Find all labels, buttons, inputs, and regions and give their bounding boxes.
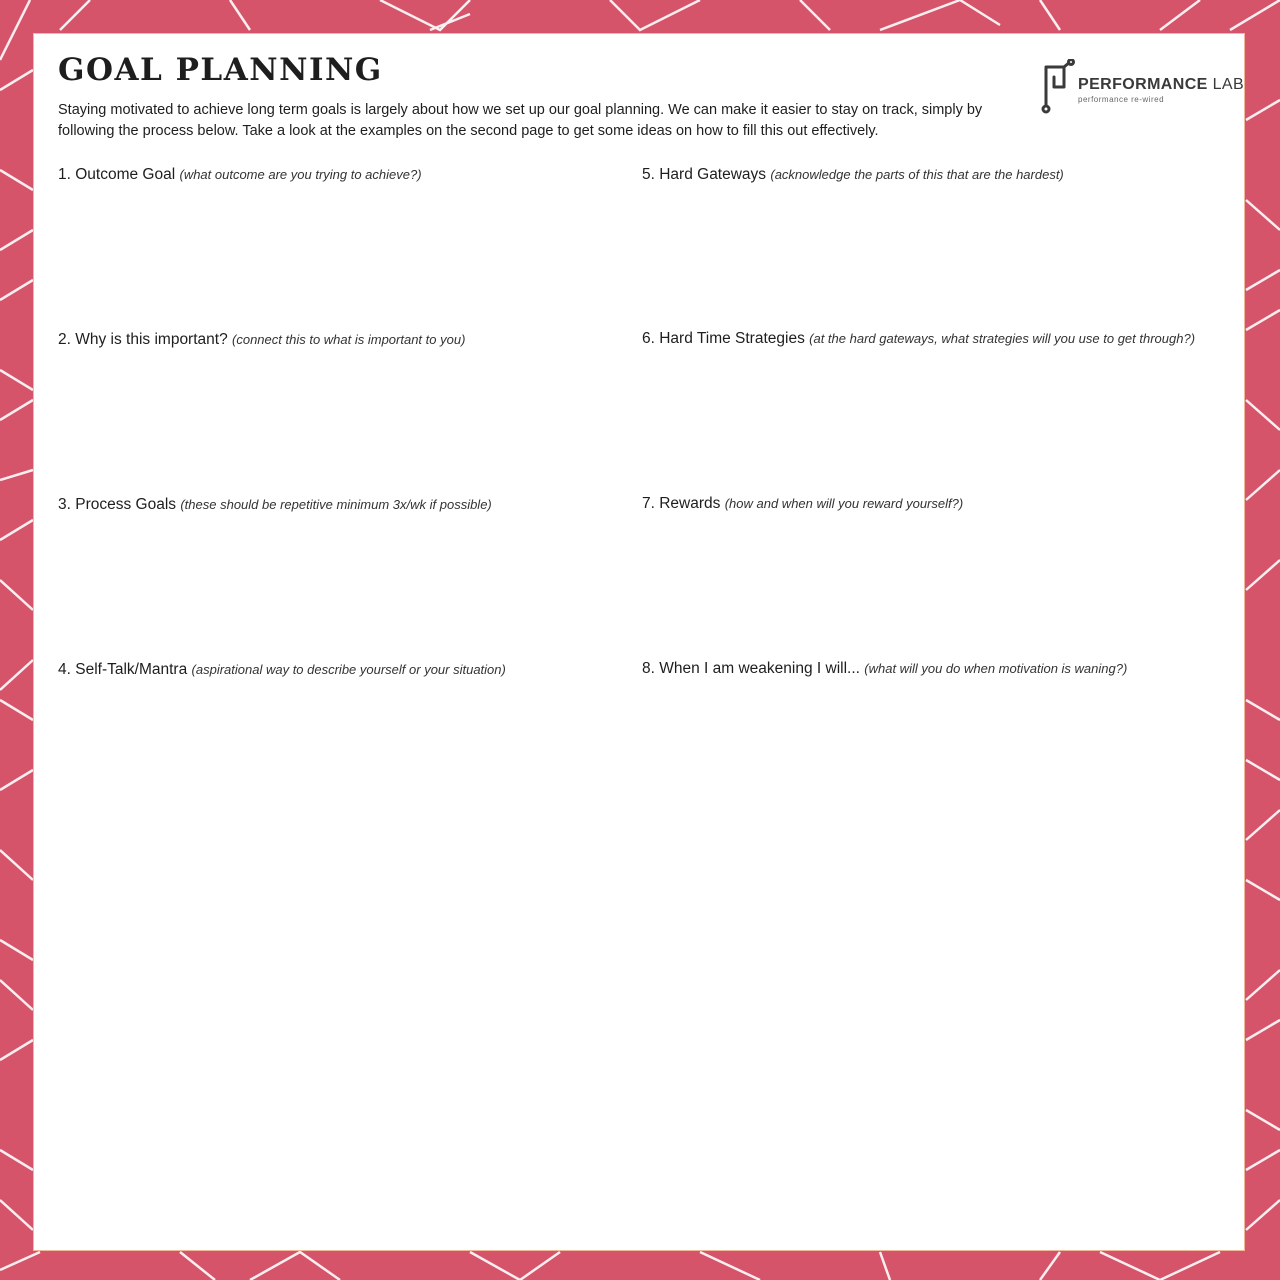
- logo-name-light: LAB: [1212, 76, 1245, 93]
- section-6-hard-time-strategies: [642, 330, 1195, 348]
- page-title: GOAL PLANNING: [58, 52, 383, 88]
- section-label: 3. Process Goals: [58, 496, 177, 513]
- section-hint: (acknowledge the parts of this that are the hardest): [770, 167, 1064, 182]
- section-label: 8. When I am weakening I will...: [642, 660, 860, 677]
- section-label: 4. Self-Talk/Mantra: [58, 661, 188, 678]
- section-label: 5. Hard Gateways: [642, 166, 767, 183]
- section-hint: (aspirational way to describe yourself or your situation): [191, 662, 506, 677]
- logo-name-bold: PERFORMANCE: [1078, 76, 1208, 93]
- section-label: 6. Hard Time Strategies: [642, 330, 805, 347]
- section-1-outcome-goal: [58, 166, 422, 184]
- section-hint: (what outcome are you trying to achieve?): [179, 167, 422, 182]
- section-2-why-important: [58, 331, 465, 349]
- section-5-hard-gateways: [642, 166, 1064, 184]
- section-7-rewards: [642, 495, 963, 513]
- logo-tagline: performance re-wired: [1078, 95, 1165, 104]
- section-label: 2. Why is this important?: [58, 331, 228, 348]
- section-label: 1. Outcome Goal: [58, 166, 176, 183]
- section-hint: (how and when will you reward yourself?): [724, 496, 964, 511]
- section-3-process-goals: [58, 496, 492, 514]
- section-8-when-weakening: [642, 660, 1127, 678]
- section-label: 7. Rewards: [642, 495, 721, 512]
- logo-wordmark: [1078, 76, 1244, 94]
- intro-paragraph: Staying motivated to achieve long term goals is largely about how we set up our goal planning. We can make it easier to stay on track, simply by following the process below. Take a look at the examples on the second page to get some ideas on how to fill this out effectively.: [58, 102, 983, 139]
- section-hint: (connect this to what is important to you): [232, 332, 466, 347]
- performance-lab-logo: [1040, 59, 1245, 119]
- section-hint: (these should be repetitive minimum 3x/wk if possible): [180, 497, 492, 512]
- section-hint: (what will you do when motivation is waning?): [864, 661, 1128, 676]
- logo-circuit-icon: [1040, 59, 1076, 115]
- section-4-self-talk-mantra: [58, 661, 506, 679]
- worksheet-page: [33, 33, 1245, 1251]
- section-hint: (at the hard gateways, what strategies will you use to get through?): [809, 331, 1196, 346]
